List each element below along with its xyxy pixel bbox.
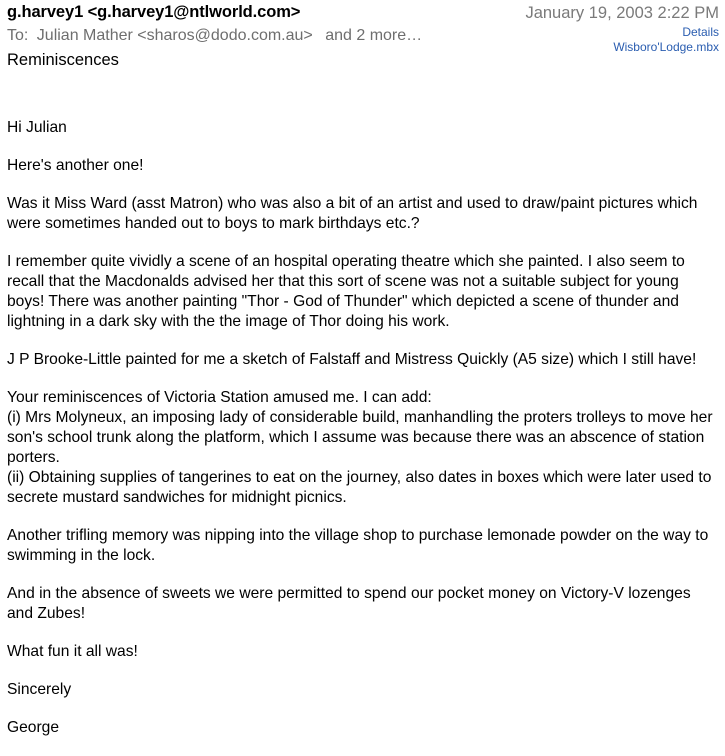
details-link[interactable]: Details — [682, 25, 719, 39]
body-paragraph: Sincerely — [7, 681, 72, 698]
body-paragraph: Hi Julian — [7, 119, 67, 136]
message-subject: Reminiscences — [7, 51, 119, 69]
recipient-line — [7, 27, 422, 45]
mailbox-link[interactable]: Wisboro'Lodge.mbx — [613, 40, 719, 54]
body-paragraph: What fun it all was! — [7, 643, 138, 660]
body-paragraph: Another trifling memory was nipping into the village shop to purchase lemonade powder on the way to swimming in the lock. — [7, 527, 709, 564]
body-paragraph: J P Brooke-Little painted for me a sketch of Falstaff and Mistress Quickly (A5 size) which I still have! — [7, 351, 697, 368]
body-paragraph: Your reminiscences of Victoria Station amused me. I can add: (i) Mrs Molyneux, an imposing lady of considerable build, manhandling the proters trolleys to move her son's school trunk along the platform, which I assume was because there was an abscence of station porters. (ii) Obtaining supplies of tangerines to eat on the journey, also dates in boxes which were later used to secrete mustard sandwiches for midnight picnics. — [7, 389, 713, 506]
body-paragraph: Was it Miss Ward (asst Matron) who was also a bit of an artist and used to draw/paint pictures which were sometimes handed out to boys to mark birthdays etc.? — [7, 195, 698, 232]
details-block — [613, 25, 719, 55]
body-paragraph: Here's another one! — [7, 157, 144, 174]
recipient-address[interactable]: Julian Mather <sharos@dodo.com.au> — [36, 27, 313, 44]
message-date: January 19, 2003 2:22 PM — [525, 4, 719, 22]
to-label: To: — [7, 27, 29, 44]
body-paragraph: George — [7, 719, 60, 736]
body-paragraph: And in the absence of sweets we were permitted to spend our pocket money on Victory-V lozenges and Zubes! — [7, 585, 691, 622]
message-header — [0, 0, 725, 92]
more-recipients-link[interactable]: and 2 more… — [325, 27, 423, 44]
message-body — [7, 118, 719, 756]
sender-address[interactable]: g.harvey1 <g.harvey1@ntlworld.com> — [7, 3, 301, 21]
body-paragraph: I remember quite vividly a scene of an hospital operating theatre which she painted. I also seem to recall that the Macdonalds advised her that this sort of scene was not a suitable subject for young boys! There was another painting "Thor - God of Thunder" which depicted a scene of thunder and lightning in a dark sky with the the image of Thor doing his work. — [7, 253, 685, 330]
